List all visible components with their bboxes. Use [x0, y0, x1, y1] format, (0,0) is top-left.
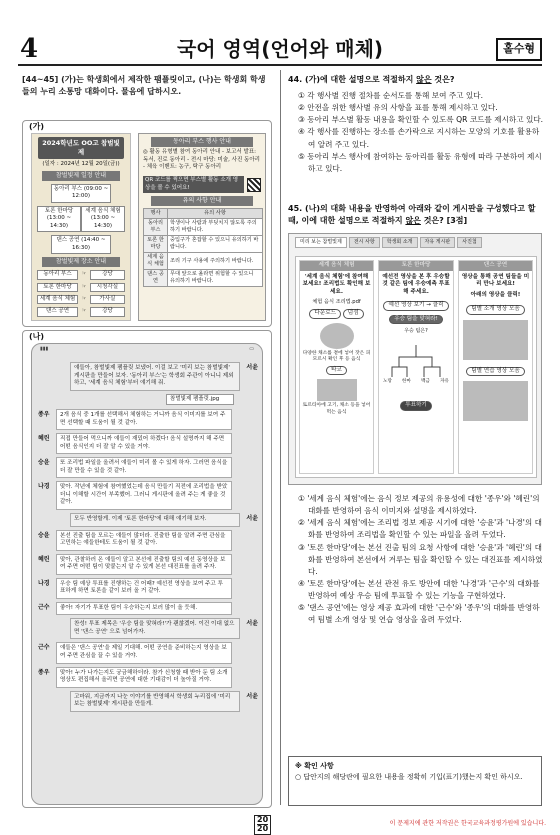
food-desc: 다양한 채소를 곁에 넣어 잣은 피 모르시 확인 후 등 음식: [302, 350, 371, 363]
place-event: 토론 한마당: [37, 283, 78, 292]
page-number: 4: [20, 34, 39, 64]
intro-video-label: 팀별 소개 영상 모음: [466, 305, 525, 315]
chat-attachment[interactable]: 참벌빛제 팸플릿.jpg: [166, 394, 234, 405]
right-column: [288, 74, 544, 627]
food-column: [299, 260, 374, 474]
pamphlet-tag: (가): [29, 122, 45, 131]
food-column-text: '세계 음식 체험'에 참여해 보세요! 조리법도 확인해 보세요.: [302, 273, 371, 295]
vote-button[interactable]: 투표하기: [400, 401, 432, 411]
food-name: 덤섬: [343, 309, 364, 319]
video-thumbnail-icon[interactable]: [463, 381, 528, 421]
copyright-notice: 이 문제지에 관한 저작권은 한국교육과정평가원에 있습니다.: [389, 820, 546, 827]
vote-question: 우승 팀은?: [404, 328, 428, 335]
chat-message: [38, 362, 258, 391]
team-name: 백금: [421, 378, 430, 384]
page-counter-top: 20: [257, 815, 269, 824]
choice-item[interactable]: ③ '토론 한마당'에는 본선 진출 팀의 요청 사항에 대한 '승윤'과 '혜린'의 대화를 반영하여 본선에서 겨루는 팀을 확인할 수 있는 대진표를 제시하였다.: [298, 542, 543, 576]
debate-column-head: 토론 한마당: [379, 261, 453, 271]
debate-column: [378, 260, 454, 474]
click-prompt: 아래의 영상을 클릭!: [470, 291, 521, 298]
chat-bubble: 맞아! 누가 나가는지도 궁금해하더라. 참가 신청할 때 받아 둔 팀 소개 영상도 편집해서 올리면 공연에 대한 기대감이 더 높아질 거야.: [56, 667, 232, 688]
dance-column-head: 댄스 공연: [459, 261, 532, 271]
video-link[interactable]: 예선 영상 보기 → 클릭: [383, 301, 448, 311]
pointing-hand-icon: ☞: [81, 271, 87, 278]
rules-event: 동아리 부스: [144, 219, 168, 236]
chat-box: [22, 330, 272, 808]
phone-frame: [31, 343, 263, 805]
chat-sender: 근수: [38, 644, 50, 652]
debate-column-text: 예선전 영상을 본 후 우승할 것 같은 팀에 우승예측 투표해 주세요.: [382, 273, 450, 295]
booth-text: ◎ 활동 유형별 참여 동아리 안내 - 보고서 발표: 독서, 진로 동아리 - 전시 마당: 미술, 사진 동아리 - 체육 이벤트: 농구, 탁구 동아리: [143, 149, 260, 171]
place-event: 세계 음식 체험: [37, 295, 78, 304]
chat-bubble: 본선 진출 팀을 모르는 얘들이 많더라. 진출한 팀을 알려 주면 관심을 고민하는 얘들한테도 도움이 될 것 같아.: [56, 530, 232, 551]
rules-event: 토론 한마당: [144, 236, 168, 253]
qr-code-icon: [247, 178, 261, 192]
chat-message: [38, 433, 258, 454]
choice-item[interactable]: ② '세계 음식 체험'에는 조리법 정보 제공 시기에 대한 '승윤'과 '나경'의 대화를 반영하여 조리법을 확인할 수 있는 파일을 올려 두었다.: [298, 518, 542, 540]
rules-note: 학생이나 사람과 부딪치지 않도록 주의하기 바랍니다.: [168, 219, 263, 236]
chat-message: [38, 602, 258, 616]
choice-item[interactable]: ③ 동아리 부스별 활동 내용을 확인할 수 있도록 QR 코드를 제시하고 있다.: [298, 115, 544, 125]
pamphlet-info-panel: [138, 133, 266, 321]
rules-note: 중입구가 혼잡할 수 있으니 유의하기 바랍니다.: [168, 236, 263, 253]
tab-photos[interactable]: 사진첩: [457, 237, 482, 248]
qr-text: QR 코드를 찍으면 부스별 활동 소개 영상을 볼 수 있어요!: [143, 176, 244, 193]
chat-sender: 서윤: [246, 364, 258, 371]
chat-message: [38, 691, 258, 712]
chat-bubble: 직접 만들어 먹으니까 얘들이 재밌어 하겠다! 음식 설명까지 해 주면 어떤 음식인지 더 잘 알 수 있을 거야.: [56, 433, 232, 454]
rules-header: 유의 사항: [168, 209, 263, 219]
chat-thread: [38, 362, 258, 715]
left-column: [22, 74, 272, 97]
schedule-title: 참벌빛제 일정 안내: [42, 171, 120, 181]
chat-message: [38, 530, 258, 551]
chat-sender: 서윤: [246, 514, 258, 522]
page-counter-bottom: 20: [257, 824, 269, 834]
booth-title: 동아리 부스 행사 안내: [151, 137, 253, 147]
chat-sender: 혜린: [38, 555, 50, 563]
food-image-icon: [317, 379, 357, 401]
phone-status-bar: [32, 344, 262, 356]
chat-bubble: 2개 음식 중 1개를 선택해서 체험하는 거니까 음식 이미지를 보여 주면 선택할 때 도움이 될 것 같아.: [56, 409, 232, 430]
chat-message: [38, 618, 258, 639]
question-44-choices: [288, 90, 544, 175]
tab-notice[interactable]: 전시 사항: [349, 237, 380, 248]
chat-message: [38, 409, 258, 430]
place-event: 댄스 공연: [37, 307, 78, 316]
place-location: 강당: [90, 307, 125, 316]
page-title: 국어 영역(언어와 매체): [176, 37, 384, 61]
place-location: 가사실: [90, 295, 125, 304]
food-image-icon: [320, 323, 354, 349]
poster-title: 2024학년도 OO고 참벌빛제: [38, 137, 124, 159]
chat-bubble: 맞아. 작년에 체험에 참여했었는데 음식 만들기 직전에 조리법을 받았더니 이해할 시간이 부족했어. 그러니 게시판에 올려 주는 게 좋을 것 같아.: [56, 481, 232, 510]
rules-title: 유의 사항 안내: [151, 196, 253, 206]
food-column-head: 세계 음식 체험: [300, 261, 373, 271]
poster-date: (일자 : 2024년 12월 20일(금)): [42, 160, 120, 167]
note-title: ※ 확인 사항: [295, 762, 334, 770]
note-text: ○ 답안지의 해당란에 필요한 내용을 정확히 기입(표기)했는지 확인 하시오.: [295, 772, 523, 781]
chat-sender: 승윤: [38, 459, 50, 467]
chat-bubble: 또 조리법 파일을 올려서 얘들이 미리 볼 수 있게 하자. 그러면 음식을 더 잘 만들 수 있을 것 같아.: [56, 457, 232, 478]
page-header: [18, 30, 542, 66]
chat-message: [38, 642, 258, 663]
check-note-box: [288, 756, 542, 806]
question-45-stem: 45. (나)의 대화 내용을 반영하여 아래와 같이 게시판을 구성했다고 할 때, 이에 대한 설명으로 적절하지 않은 것은? [3점]: [288, 203, 536, 225]
browser-tabs: [289, 234, 541, 248]
choice-item[interactable]: ⑤ 동아리 부스 행사에 참여하는 동아리를 활동 유형에 따라 구분하여 제시하고 있다.: [298, 151, 542, 173]
video-thumbnail-icon[interactable]: [463, 320, 528, 360]
pamphlet-poster: [31, 133, 131, 321]
bracket-lines: [383, 339, 449, 379]
schedule-item: 댄스 공연 (14:40 ~ 16:30): [51, 235, 111, 254]
rules-event: 댄스 공연: [144, 270, 168, 287]
rules-header: 행사: [144, 209, 168, 219]
food-name: 타코: [326, 366, 347, 376]
chat-bubble: 우승 팀 예상 투표를 진행하는 건 어때? 예선전 영상을 보여 주고 투표하게 하면 토론을 같이 보러 올 거 같아.: [56, 578, 232, 599]
rules-event: 세계 음식 체험: [144, 253, 168, 270]
question-45-choices: [288, 493, 544, 627]
battery-icon: ▭: [249, 346, 254, 352]
chat-message: [38, 554, 258, 575]
tab-preview[interactable]: 미리 보는 참벌빛제: [295, 237, 347, 248]
rules-note: 무대 앞으로 올라면 위험할 수 있으니 유의하기 바랍니다.: [168, 270, 263, 287]
team-name: 한마: [402, 378, 411, 384]
chat-message: [38, 667, 258, 688]
chat-bubble: 얘들아, 참벌빛제 팸플릿 보냈어. 이걸 보고 '미리 보는 참벌빛제' 게시판을 만들어 보자. '동아리 부스'는 학생회 주관이 아니니 제외하고, '세계 음식 체험'부터 얘기해 줘.: [70, 362, 240, 391]
chat-sender: 근수: [38, 603, 50, 611]
rules-table: [143, 208, 263, 287]
chat-bubble: 모두 반영할게. 이제 '토론 한마당'에 대해 얘기해 보자.: [70, 513, 240, 527]
pointing-hand-icon: ☞: [81, 283, 87, 290]
chat-bubble: 맞아, 관찰하러 온 얘들이 알고 본선에 진출할 팀의 예선 동영상을 보여 주면 어떤 팀이 맞붙는지 알 수 있게 본선 대진표를 올려 주자.: [56, 554, 232, 575]
chat-sender: 서윤: [246, 620, 258, 628]
pointing-hand-icon: ☞: [81, 308, 87, 315]
bulletin-board-body: [295, 256, 537, 478]
page-counter: [254, 815, 271, 835]
schedule-item: 세계 음식 체험 (13:00 ~ 14:30): [81, 206, 125, 232]
place-location: 시청각실: [90, 283, 125, 292]
places-title: 참벌빛제 장소 안내: [42, 257, 120, 267]
pamphlet-box: [22, 120, 272, 327]
place-location: 강당: [90, 270, 125, 279]
chat-message: [38, 578, 258, 599]
recipe-file: 체험 음식 조리법.pdf: [312, 299, 361, 306]
chat-message: [38, 513, 258, 527]
dance-column: [458, 260, 533, 474]
schedule-item: 토론 한마당 (13:00 ~ 14:30): [37, 206, 81, 232]
bracket-diagram: [383, 339, 449, 395]
food-desc: 토르티아에 고기, 채소 등을 넣어 먹는 음식: [302, 403, 371, 415]
chat-sender: 종우: [38, 411, 50, 419]
team-name: 자유: [440, 378, 449, 384]
chat-message: [38, 481, 258, 510]
dance-column-text: 영상을 통해 공연 팀들을 미리 만나 보세요!: [461, 273, 530, 288]
chat-sender: 혜린: [38, 435, 50, 443]
schedule-item: 동아리 부스 (09:00 ~ 12:00): [51, 184, 111, 203]
choice-item[interactable]: ① 각 행사별 진행 절차를 순서도를 통해 보여 주고 있다.: [298, 91, 483, 100]
pointing-hand-icon: ☞: [81, 295, 87, 302]
chat-bubble: 고마워, 지금까지 나눈 이야기를 반영해서 학생회 누리집에 '미리 보는 참벌빛제' 게시판을 만들게.: [70, 691, 240, 712]
signal-icon: ▮▮▮: [40, 346, 49, 352]
choice-item[interactable]: ① '세계 음식 체험'에는 음식 정보 제공의 유용성에 대한 '종우'와 '혜린'의 대화를 반영하여 음식 이미지와 설명을 제시하였다.: [298, 493, 540, 516]
vote-title: 우승 팀을 맞혀라!: [389, 315, 443, 325]
practice-video-label: 팀별 연습 영상 모음: [466, 367, 525, 377]
team-name: 노랑: [383, 378, 392, 384]
chat-bubble: 얘들은 '댄스 공연'을 제일 기대해. 어떤 공연을 준비하는지 영상을 보여 주면 관심을 끌 수 있을 거야.: [56, 642, 232, 663]
chat-bubble: 좋아! 자기가 투표한 팀이 우승하는지 보러 많이 올 듯해.: [56, 602, 232, 616]
bulletin-board-browser: [288, 233, 542, 485]
rules-note: 조리 기구 사용에 주의하기 바랍니다.: [168, 253, 263, 270]
chat-sender: 종우: [38, 668, 50, 676]
choice-item[interactable]: ② 안전을 위한 행사별 유의 사항을 표를 통해 제시하고 있다.: [298, 103, 498, 113]
passage-intro: [44~45] (가)는 학생회에서 제작한 팸플릿이고, (나)는 학생회 학생들의 누리 소통망 대화이다. 물음에 답하시오.: [22, 75, 266, 96]
chat-bubble: 찬성! 투표 제목은 '우승 팀을 맞혀라!'가 괜찮겠어. 이건 이대 없으면 '댄스 공연' 으로 넘어가자.: [70, 618, 240, 639]
chat-sender: 서윤: [246, 692, 258, 700]
choice-item[interactable]: ⑤ '댄스 공연'에는 영상 제공 효과에 대한 '근수'와 '종우'의 대화를 반영하여 팀별 소개 영상 및 연습 영상을 올려 두었다.: [298, 603, 540, 625]
chat-sender: 나경: [38, 483, 50, 491]
chat-tag: (나): [29, 332, 45, 341]
tab-free-board[interactable]: 자유 게시판: [420, 237, 456, 248]
choice-item[interactable]: ④ 각 행사를 진행하는 장소를 손가락으로 지시하는 모양의 기호를 활용하여 알려 주고 있다.: [298, 127, 540, 149]
chat-message: [38, 457, 258, 478]
question-44-stem: 44. (가)에 대한 설명으로 적절하지 않은 것은?: [288, 75, 455, 84]
exam-type-badge: 홀수형: [496, 38, 542, 61]
chat-sender: 승윤: [38, 531, 50, 539]
column-divider: [280, 70, 281, 805]
place-event: 동아리 부스: [37, 270, 78, 279]
tab-council[interactable]: 학생회 소개: [382, 237, 418, 248]
choice-item[interactable]: ④ '토론 한마당'에는 본선 관전 유도 방안에 대한 '나경'과 '근수'의 대화를 반영하여 예상 우승 팀에 투표할 수 있는 기능을 구현하였다.: [298, 578, 540, 601]
download-button[interactable]: 다운로드: [309, 309, 341, 319]
chat-sender: 나경: [38, 579, 50, 587]
